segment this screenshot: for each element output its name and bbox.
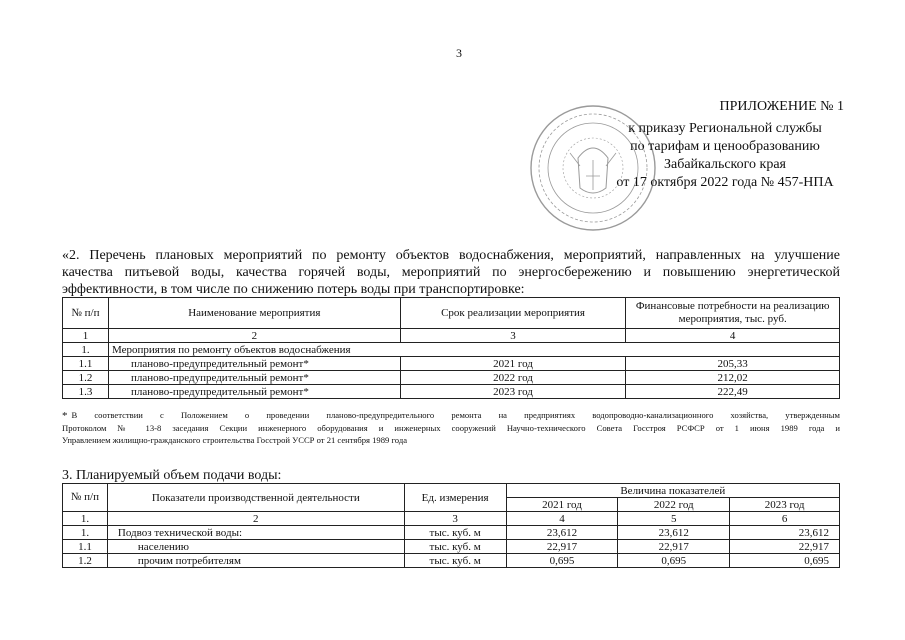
measure-term: 2021 год xyxy=(400,357,626,371)
footnote xyxy=(62,409,840,446)
indicator-name: Подвоз технической воды: xyxy=(107,526,404,540)
year-header: 2023 год xyxy=(730,498,840,512)
table-row xyxy=(63,357,840,371)
value-cell: 23,612 xyxy=(730,526,840,540)
measure-cost: 205,33 xyxy=(626,357,840,371)
unit-cell: тыс. куб. м xyxy=(404,526,506,540)
appendix-line: от 17 октября 2022 года № 457-НПА xyxy=(616,175,834,190)
year-header: 2021 год xyxy=(506,498,618,512)
measure-name: планово-предупредительный ремонт* xyxy=(108,357,400,371)
table-row xyxy=(63,385,840,399)
column-number: 6 xyxy=(730,512,840,526)
table-row xyxy=(63,371,840,385)
footnote-line: В соответствии с Положением о проведении планово-предупредительного ремонта на предприятиях водопроводно-канализационного хозяйства, утвержденным xyxy=(71,410,840,420)
water-supply-table xyxy=(62,483,840,568)
column-number: 1. xyxy=(63,512,108,526)
appendix-block xyxy=(600,98,850,192)
column-number-row xyxy=(63,329,840,343)
value-cell: 23,612 xyxy=(618,526,730,540)
year-header: 2022 год xyxy=(618,498,730,512)
row-number: 1. xyxy=(63,343,109,357)
row-number: 1.2 xyxy=(63,371,109,385)
value-cell: 23,612 xyxy=(506,526,618,540)
measure-cost: 212,02 xyxy=(626,371,840,385)
row-number: 1.3 xyxy=(63,385,109,399)
value-cell: 0,695 xyxy=(730,554,840,568)
page-number: 3 xyxy=(456,46,462,60)
heading-line: «2. Перечень плановых мероприятий по ремонту объектов водоснабжения, мероприятий, направленных на улучшение xyxy=(62,248,840,263)
column-number: 3 xyxy=(400,329,626,343)
header-cell: № п/п xyxy=(63,484,108,512)
column-number: 4 xyxy=(626,329,840,343)
column-number: 1 xyxy=(63,329,109,343)
measure-term: 2023 год xyxy=(400,385,626,399)
header-cell: Финансовые потребности на реализацию мероприятия, тыс. руб. xyxy=(626,298,840,329)
measure-term: 2022 год xyxy=(400,371,626,385)
column-number: 5 xyxy=(618,512,730,526)
row-number: 1. xyxy=(63,526,108,540)
header-cell: Ед. измерения xyxy=(404,484,506,512)
group-name: Мероприятия по ремонту объектов водоснабжения xyxy=(108,343,839,357)
column-number: 2 xyxy=(107,512,404,526)
footnote-line: Протоколом № 13-8 заседания Секции инженерного оборудования и инженерных сооружений Научно-технического Совета Госстроя РСФСР от 1 июня 1989 года и xyxy=(62,423,840,433)
value-cell: 0,695 xyxy=(506,554,618,568)
header-cell: № п/п xyxy=(63,298,109,329)
indicator-name: прочим потребителям xyxy=(107,554,404,568)
header-cell: Срок реализации мероприятия xyxy=(400,298,626,329)
indicator-name: населению xyxy=(107,540,404,554)
section-2-heading xyxy=(62,247,840,298)
repair-measures-table xyxy=(62,297,840,399)
value-cell: 22,917 xyxy=(506,540,618,554)
appendix-line: к приказу Региональной службы xyxy=(628,121,822,136)
column-number: 3 xyxy=(404,512,506,526)
footnote-marker: * xyxy=(62,410,68,422)
row-number: 1.1 xyxy=(63,357,109,371)
unit-cell: тыс. куб. м xyxy=(404,540,506,554)
header-cell: Величина показателей xyxy=(506,484,839,498)
value-cell: 22,917 xyxy=(730,540,840,554)
appendix-line: по тарифам и ценообразованию xyxy=(630,139,820,154)
measure-cost: 222,49 xyxy=(626,385,840,399)
section-3-title: 3. Планируемый объем подачи воды: xyxy=(62,468,282,483)
value-cell: 0,695 xyxy=(618,554,730,568)
appendix-title: ПРИЛОЖЕНИЕ № 1 xyxy=(719,99,844,114)
header-cell: Показатели производственной деятельности xyxy=(107,484,404,512)
row-number: 1.1 xyxy=(63,540,108,554)
measure-name: планово-предупредительный ремонт* xyxy=(108,385,400,399)
appendix-line: Забайкальского края xyxy=(663,157,786,172)
table-header-row xyxy=(63,298,840,329)
heading-line: эффективности, в том числе по снижению потерь воды при транспортировке: xyxy=(62,282,525,297)
footnote-line: Управлением жилищно-гражданского строительства Госстрой УССР от 21 сентября 1989 года xyxy=(62,435,408,445)
heading-line: качества питьевой воды, качества горячей воды, мероприятий по энергосбережению и повышению энергетической xyxy=(62,265,840,280)
column-number-row xyxy=(63,512,840,526)
group-row xyxy=(63,343,840,357)
table-row xyxy=(63,526,840,540)
row-number: 1.2 xyxy=(63,554,108,568)
column-number: 4 xyxy=(506,512,618,526)
value-cell: 22,917 xyxy=(618,540,730,554)
table-row xyxy=(63,554,840,568)
header-cell: Наименование мероприятия xyxy=(108,298,400,329)
measure-name: планово-предупредительный ремонт* xyxy=(108,371,400,385)
unit-cell: тыс. куб. м xyxy=(404,554,506,568)
table-row xyxy=(63,540,840,554)
column-number: 2 xyxy=(108,329,400,343)
table-header-row xyxy=(63,484,840,498)
